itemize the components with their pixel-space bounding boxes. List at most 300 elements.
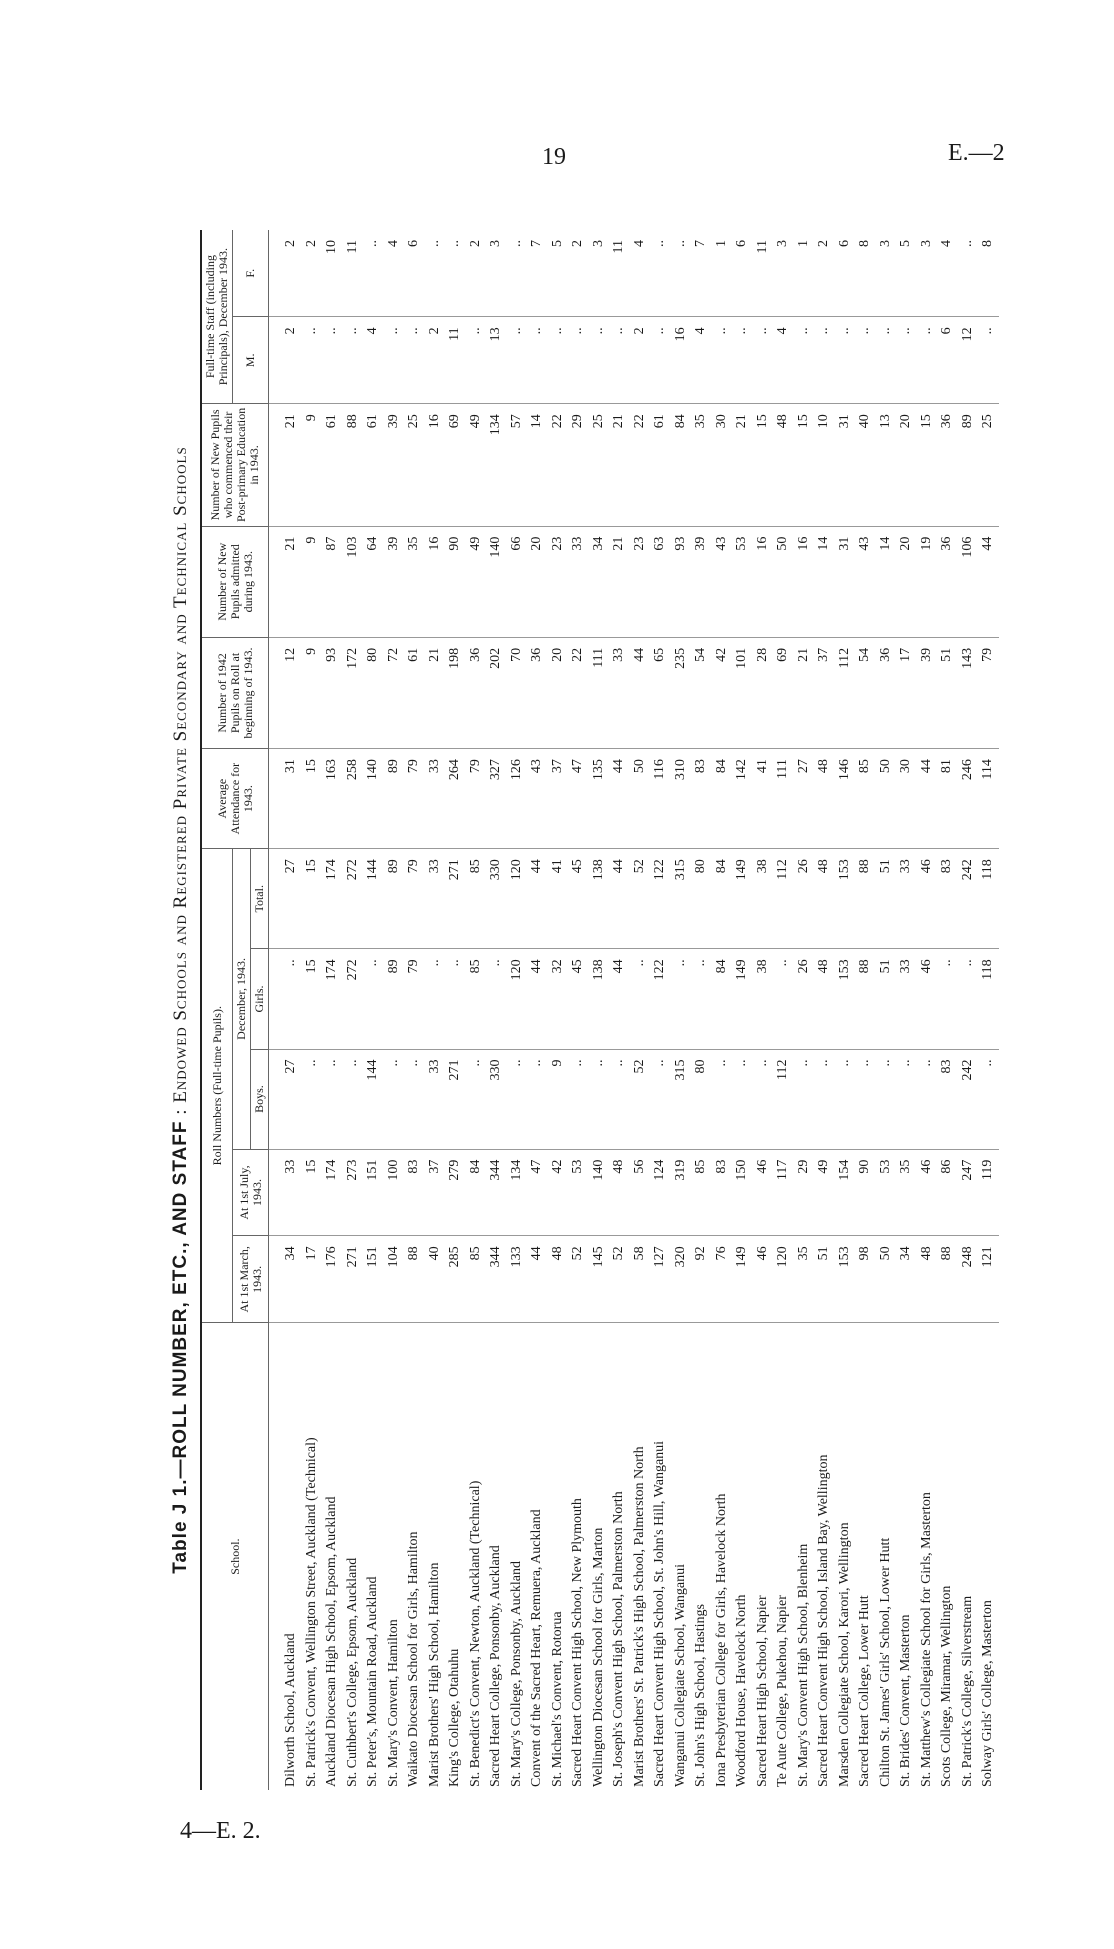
school-name: Marist Brothers' High School, Hamilton — [426, 1562, 442, 1787]
cell-boys: 52 — [630, 1049, 651, 1149]
cell-july: 33 — [269, 1149, 302, 1236]
school-name: Waikato Diocesan School for Girls, Hamilton — [406, 1531, 421, 1787]
cell-july: 53 — [568, 1149, 589, 1236]
cell-avg: 84 — [712, 749, 733, 849]
cell-m: .. — [917, 317, 938, 404]
document-code-top: E.—2 — [948, 140, 1005, 166]
cell-m: .. — [589, 317, 610, 404]
cell-f: 2 — [302, 230, 323, 317]
cell-adm: 63 — [650, 526, 671, 637]
cell-total: 315 — [671, 849, 692, 949]
cell-july: 37 — [425, 1149, 446, 1236]
cell-girls: 48 — [814, 949, 835, 1049]
cell-july: 86 — [937, 1149, 958, 1236]
cell-f: 5 — [896, 230, 917, 317]
cell-boys: .. — [917, 1049, 938, 1149]
cell-girls: .. — [363, 949, 384, 1049]
cell-comm: 22 — [548, 404, 569, 526]
cell-comm: 61 — [322, 404, 343, 526]
cell-avg: 44 — [609, 749, 630, 849]
cell-girls: 51 — [876, 949, 897, 1049]
cell-held: 80 — [363, 637, 384, 748]
cell-total: 271 — [445, 849, 466, 949]
cell-boys: .. — [712, 1049, 733, 1149]
cell-comm: 13 — [876, 404, 897, 526]
cell-adm: 21 — [609, 526, 630, 637]
table-row — [855, 230, 876, 1790]
cell-total: 45 — [568, 849, 589, 949]
cell-m: 13 — [486, 317, 507, 404]
school-name: Te Aute College, Pukehou, Napier — [775, 1595, 790, 1787]
cell-boys: .. — [302, 1049, 323, 1149]
cell-m: .. — [650, 317, 671, 404]
cell-f: 1 — [712, 230, 733, 317]
cell-avg: 37 — [548, 749, 569, 849]
cell-boys: .. — [978, 1049, 999, 1149]
cell-july: 35 — [896, 1149, 917, 1236]
cell-avg: 140 — [363, 749, 384, 849]
table-title — [170, 230, 192, 1790]
cell-f: 4 — [937, 230, 958, 317]
cell-f: .. — [425, 230, 446, 317]
cell-girls: 46 — [917, 949, 938, 1049]
school-name: Sacred Heart College, Lower Hutt — [857, 1595, 872, 1787]
cell-f: 3 — [917, 230, 938, 317]
cell-held: 33 — [609, 637, 630, 748]
header-new-admitted: Number of New Pupils admitted during 1943. — [201, 526, 269, 637]
cell-march: 145 — [589, 1236, 610, 1323]
cell-boys: 112 — [773, 1049, 794, 1149]
cell-adm: 106 — [958, 526, 979, 637]
cell-july: 140 — [589, 1149, 610, 1236]
cell-m: .. — [527, 317, 548, 404]
cell-total: 44 — [609, 849, 630, 949]
cell-boys: .. — [507, 1049, 528, 1149]
cell-girls: .. — [773, 949, 794, 1049]
cell-adm: 140 — [486, 526, 507, 637]
cell-boys: .. — [609, 1049, 630, 1149]
cell-july: 48 — [609, 1149, 630, 1236]
cell-girls: 38 — [753, 949, 774, 1049]
cell-boys: .. — [322, 1049, 343, 1149]
cell-march: 34 — [269, 1236, 302, 1323]
cell-adm: 36 — [937, 526, 958, 637]
cell-adm: 43 — [712, 526, 733, 637]
cell-adm: 39 — [384, 526, 405, 637]
cell-march: 320 — [671, 1236, 692, 1323]
cell-avg: 48 — [814, 749, 835, 849]
table-row — [404, 230, 425, 1790]
cell-adm: 16 — [753, 526, 774, 637]
cell-m: .. — [384, 317, 405, 404]
cell-total: 26 — [794, 849, 815, 949]
cell-comm: 35 — [691, 404, 712, 526]
cell-f: 2 — [466, 230, 487, 317]
cell-girls: 272 — [343, 949, 364, 1049]
cell-held: 69 — [773, 637, 794, 748]
table-row — [425, 230, 446, 1790]
cell-f: .. — [958, 230, 979, 317]
cell-f: 8 — [978, 230, 999, 317]
cell-adm: 9 — [302, 526, 323, 637]
cell-m: .. — [876, 317, 897, 404]
cell-m: .. — [507, 317, 528, 404]
cell-f: .. — [650, 230, 671, 317]
cell-march: 76 — [712, 1236, 733, 1323]
header-held-1942: Number of 1942 Pupils on Roll at beginning of 1943. — [201, 637, 269, 748]
table-row — [958, 230, 979, 1790]
cell-july: 83 — [404, 1149, 425, 1236]
school-name: Wanganui Collegiate School, Wanganui — [672, 1564, 688, 1787]
cell-f: .. — [445, 230, 466, 317]
cell-total: 38 — [753, 849, 774, 949]
cell-boys: 330 — [486, 1049, 507, 1149]
cell-boys: .. — [896, 1049, 917, 1149]
cell-girls: .. — [937, 949, 958, 1049]
cell-girls: 85 — [466, 949, 487, 1049]
cell-held: 12 — [269, 637, 302, 748]
cell-avg: 327 — [486, 749, 507, 849]
cell-avg: 81 — [937, 749, 958, 849]
cell-adm: 16 — [794, 526, 815, 637]
school-name: St. Peter's, Mountain Road, Auckland — [365, 1576, 380, 1787]
table-row — [917, 230, 938, 1790]
cell-avg: 111 — [773, 749, 794, 849]
cell-adm: 49 — [466, 526, 487, 637]
cell-m: 2 — [269, 317, 302, 404]
title-rest: : Endowed Schools and Registered Private Secondary and Technical Schools — [170, 446, 191, 1121]
cell-comm: 69 — [445, 404, 466, 526]
cell-girls: 153 — [835, 949, 856, 1049]
table-row — [712, 230, 733, 1790]
cell-girls: 44 — [609, 949, 630, 1049]
cell-july: 154 — [835, 1149, 856, 1236]
cell-boys: .. — [753, 1049, 774, 1149]
cell-m: .. — [855, 317, 876, 404]
cell-comm: 88 — [343, 404, 364, 526]
cell-boys: 27 — [269, 1049, 302, 1149]
cell-boys: 242 — [958, 1049, 979, 1149]
cell-july: 273 — [343, 1149, 364, 1236]
cell-july: 49 — [814, 1149, 835, 1236]
cell-july: 29 — [794, 1149, 815, 1236]
cell-girls: .. — [269, 949, 302, 1049]
cell-comm: 134 — [486, 404, 507, 526]
cell-boys: 271 — [445, 1049, 466, 1149]
school-name: Sacred Heart Convent High School, New Plymouth — [570, 1498, 585, 1787]
cell-held: 39 — [917, 637, 938, 748]
table-row — [650, 230, 671, 1790]
school-name: St. Brides' Convent, Masterton — [898, 1614, 913, 1787]
cell-f: 7 — [527, 230, 548, 317]
cell-m: .. — [753, 317, 774, 404]
cell-f: 4 — [630, 230, 651, 317]
cell-m: 6 — [937, 317, 958, 404]
table-row — [978, 230, 999, 1790]
cell-f: 4 — [384, 230, 405, 317]
school-name: Woodford House, Havelock North — [734, 1594, 749, 1787]
cell-comm: 61 — [650, 404, 671, 526]
cell-july: 344 — [486, 1149, 507, 1236]
cell-march: 40 — [425, 1236, 446, 1323]
cell-m: .. — [302, 317, 323, 404]
cell-adm: 14 — [814, 526, 835, 637]
cell-avg: 89 — [384, 749, 405, 849]
school-name: Sacred Heart Convent High School, Island Bay, Wellington — [816, 1454, 831, 1787]
cell-comm: 21 — [609, 404, 630, 526]
cell-adm: 19 — [917, 526, 938, 637]
cell-m: .. — [978, 317, 999, 404]
cell-adm: 34 — [589, 526, 610, 637]
cell-avg: 83 — [691, 749, 712, 849]
cell-comm: 21 — [732, 404, 753, 526]
cell-july: 83 — [712, 1149, 733, 1236]
cell-comm: 15 — [794, 404, 815, 526]
cell-march: 50 — [876, 1236, 897, 1323]
cell-avg: 310 — [671, 749, 692, 849]
cell-total: 48 — [814, 849, 835, 949]
cell-held: 198 — [445, 637, 466, 748]
cell-total: 84 — [712, 849, 733, 949]
cell-boys: .. — [466, 1049, 487, 1149]
cell-total: 330 — [486, 849, 507, 949]
cell-march: 104 — [384, 1236, 405, 1323]
cell-f: 6 — [404, 230, 425, 317]
cell-comm: 40 — [855, 404, 876, 526]
cell-july: 56 — [630, 1149, 651, 1236]
cell-girls: 118 — [978, 949, 999, 1049]
cell-avg: 126 — [507, 749, 528, 849]
cell-f: .. — [507, 230, 528, 317]
cell-march: 176 — [322, 1236, 343, 1323]
cell-avg: 43 — [527, 749, 548, 849]
cell-total: 88 — [855, 849, 876, 949]
cell-march: 92 — [691, 1236, 712, 1323]
cell-held: 61 — [404, 637, 425, 748]
cell-total: 122 — [650, 849, 671, 949]
school-name: Sacred Heart Convent High School, St. John's Hill, Wanganui — [652, 1440, 667, 1787]
cell-m: 4 — [691, 317, 712, 404]
cell-comm: 57 — [507, 404, 528, 526]
cell-held: 22 — [568, 637, 589, 748]
cell-adm: 16 — [425, 526, 446, 637]
table-row — [527, 230, 548, 1790]
cell-comm: 84 — [671, 404, 692, 526]
school-name: St. Mary's Convent High School, Blenheim — [795, 1543, 811, 1787]
cell-march: 153 — [835, 1236, 856, 1323]
cell-adm: 23 — [630, 526, 651, 637]
cell-march: 52 — [568, 1236, 589, 1323]
cell-girls: 88 — [855, 949, 876, 1049]
title-bold: Table J 1.—ROLL NUMBER, ETC., AND STAFF — [170, 1120, 191, 1574]
cell-m: .. — [404, 317, 425, 404]
cell-march: 149 — [732, 1236, 753, 1323]
cell-july: 46 — [917, 1149, 938, 1236]
table-row — [876, 230, 897, 1790]
table-row — [732, 230, 753, 1790]
school-name: St. Mary's Convent, Hamilton — [385, 1619, 401, 1787]
table-row — [835, 230, 856, 1790]
cell-comm: 48 — [773, 404, 794, 526]
cell-july: 100 — [384, 1149, 405, 1236]
cell-m: .. — [712, 317, 733, 404]
cell-march: 51 — [814, 1236, 835, 1323]
header-staff-f: F. — [233, 230, 269, 317]
cell-held: 28 — [753, 637, 774, 748]
cell-avg: 142 — [732, 749, 753, 849]
cell-avg: 85 — [855, 749, 876, 849]
cell-july: 150 — [732, 1149, 753, 1236]
table-row — [937, 230, 958, 1790]
header-average-attendance: Average Attendance for 1943. — [201, 749, 269, 849]
cell-avg: 41 — [753, 749, 774, 849]
cell-boys: 33 — [425, 1049, 446, 1149]
cell-march: 271 — [343, 1236, 364, 1323]
cell-total: 46 — [917, 849, 938, 949]
cell-adm: 20 — [527, 526, 548, 637]
cell-m: .. — [466, 317, 487, 404]
cell-boys: .. — [876, 1049, 897, 1149]
table-row — [589, 230, 610, 1790]
cell-total: 118 — [978, 849, 999, 949]
cell-held: 9 — [302, 637, 323, 748]
cell-boys: .. — [814, 1049, 835, 1149]
cell-adm: 39 — [691, 526, 712, 637]
cell-adm: 14 — [876, 526, 897, 637]
cell-july: 53 — [876, 1149, 897, 1236]
table-row — [302, 230, 323, 1790]
cell-f: 6 — [835, 230, 856, 317]
cell-comm: 15 — [753, 404, 774, 526]
school-name: St. Benedict's Convent, Newton, Auckland (Technical) — [467, 1480, 483, 1787]
table-row — [630, 230, 651, 1790]
cell-m: 4 — [363, 317, 384, 404]
cell-held: 112 — [835, 637, 856, 748]
school-name: Marist Brothers' St. Patrick's High School, Palmerston North — [631, 1446, 647, 1787]
document-code-bottom: 4—E. 2. — [180, 1818, 261, 1844]
cell-adm: 31 — [835, 526, 856, 637]
cell-f: .. — [671, 230, 692, 317]
cell-boys: 315 — [671, 1049, 692, 1149]
cell-adm: 93 — [671, 526, 692, 637]
cell-f: 2 — [269, 230, 302, 317]
table-body — [269, 230, 999, 1790]
table-row — [568, 230, 589, 1790]
cell-avg: 47 — [568, 749, 589, 849]
cell-m: .. — [814, 317, 835, 404]
cell-m: .. — [548, 317, 569, 404]
cell-boys: .. — [568, 1049, 589, 1149]
cell-f: 2 — [814, 230, 835, 317]
cell-total: 52 — [630, 849, 651, 949]
cell-held: 51 — [937, 637, 958, 748]
cell-march: 121 — [978, 1236, 999, 1323]
cell-held: 143 — [958, 637, 979, 748]
cell-adm: 87 — [322, 526, 343, 637]
school-name: Dilworth School, Auckland — [283, 1633, 298, 1787]
cell-boys: .. — [835, 1049, 856, 1149]
cell-comm: 20 — [896, 404, 917, 526]
header-at-july: At 1st July, 1943. — [233, 1149, 269, 1236]
cell-held: 36 — [466, 637, 487, 748]
header-staff-m: M. — [233, 317, 269, 404]
cell-boys: .. — [527, 1049, 548, 1149]
table-row — [486, 230, 507, 1790]
school-name: St. Cuthbert's College, Epsom, Auckland — [344, 1557, 360, 1787]
cell-adm: 66 — [507, 526, 528, 637]
table-row — [466, 230, 487, 1790]
cell-girls: 32 — [548, 949, 569, 1049]
cell-total: 120 — [507, 849, 528, 949]
cell-m: .. — [343, 317, 364, 404]
cell-comm: 36 — [937, 404, 958, 526]
cell-f: 8 — [855, 230, 876, 317]
cell-girls: 79 — [404, 949, 425, 1049]
header-school: School. — [201, 1323, 269, 1790]
cell-adm: 23 — [548, 526, 569, 637]
cell-adm: 21 — [269, 526, 302, 637]
cell-july: 117 — [773, 1149, 794, 1236]
cell-adm: 53 — [732, 526, 753, 637]
cell-boys: 9 — [548, 1049, 569, 1149]
cell-held: 36 — [876, 637, 897, 748]
cell-adm: 20 — [896, 526, 917, 637]
cell-march: 48 — [917, 1236, 938, 1323]
table-row — [773, 230, 794, 1790]
cell-girls: 15 — [302, 949, 323, 1049]
cell-m: 11 — [445, 317, 466, 404]
cell-march: 127 — [650, 1236, 671, 1323]
cell-march: 88 — [404, 1236, 425, 1323]
table-row — [269, 230, 302, 1790]
cell-held: 21 — [425, 637, 446, 748]
cell-boys: .. — [343, 1049, 364, 1149]
school-name: King's College, Otahuhu — [447, 1648, 462, 1787]
cell-avg: 246 — [958, 749, 979, 849]
cell-avg: 44 — [917, 749, 938, 849]
cell-boys: .. — [855, 1049, 876, 1149]
cell-comm: 25 — [404, 404, 425, 526]
cell-held: 79 — [978, 637, 999, 748]
cell-held: 21 — [794, 637, 815, 748]
cell-march: 58 — [630, 1236, 651, 1323]
school-name: St. Matthew's Collegiate School for Girls, Masterton — [918, 1492, 934, 1787]
cell-held: 54 — [855, 637, 876, 748]
header-staff: Full-time Staff (including Principals), December 1943. — [201, 230, 233, 404]
cell-held: 93 — [322, 637, 343, 748]
cell-july: 151 — [363, 1149, 384, 1236]
table-row — [671, 230, 692, 1790]
cell-adm: 35 — [404, 526, 425, 637]
table-row — [445, 230, 466, 1790]
cell-girls: .. — [425, 949, 446, 1049]
cell-july: 174 — [322, 1149, 343, 1236]
cell-held: 65 — [650, 637, 671, 748]
cell-avg: 79 — [466, 749, 487, 849]
cell-comm: 61 — [363, 404, 384, 526]
cell-comm: 21 — [269, 404, 302, 526]
cell-comm: 25 — [978, 404, 999, 526]
cell-f: 7 — [691, 230, 712, 317]
cell-f: 2 — [568, 230, 589, 317]
cell-girls: 149 — [732, 949, 753, 1049]
school-name: Marsden Collegiate School, Karori, Wellington — [836, 1522, 852, 1787]
cell-adm: 90 — [445, 526, 466, 637]
school-name: St. Patrick's Convent, Wellington Street, Auckland (Technical) — [303, 1437, 319, 1787]
cell-f: 6 — [732, 230, 753, 317]
school-name: St. Patrick's College, Silverstream — [959, 1595, 975, 1787]
cell-m: 12 — [958, 317, 979, 404]
